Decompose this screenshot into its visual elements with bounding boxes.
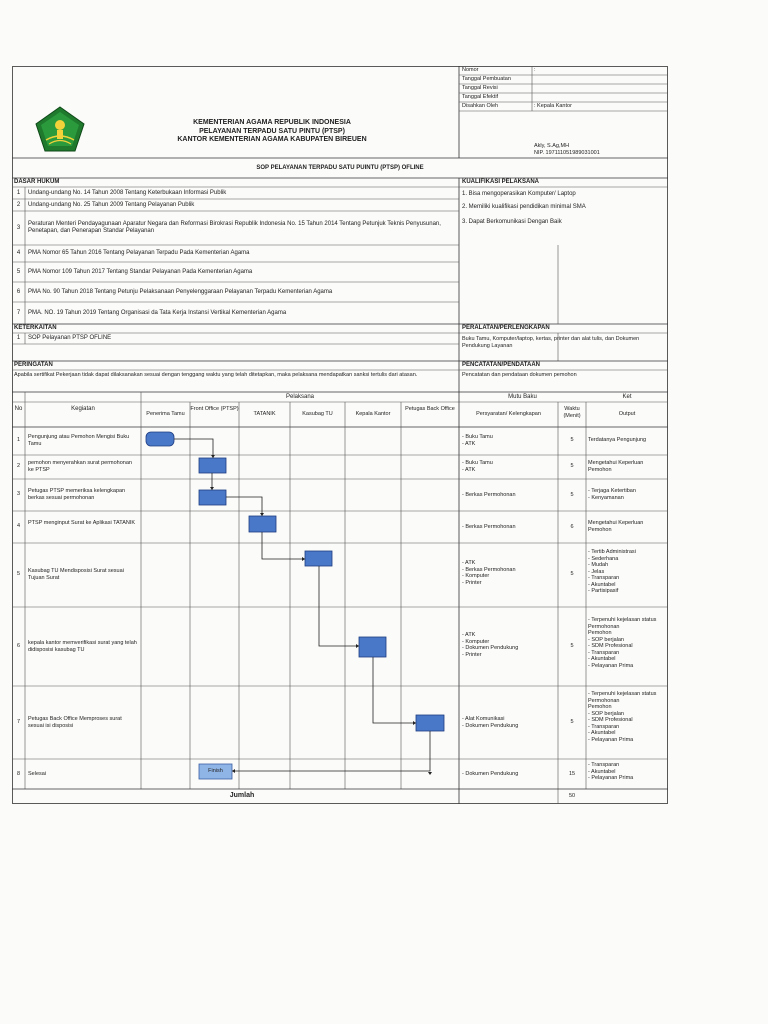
row-7-persyaratan: - Alat Komunikasi - Dokumen Pendukung [462,716,519,729]
row-8-waktu: 15 [568,771,576,777]
dasar-hukum-no-6: 6 [16,289,21,295]
meta-tgl-pembuatan: Tanggal Pembuatan [462,76,511,82]
kualifikasi-header: KUALIFIKASI PELAKSANA [462,179,540,185]
col-header-persyaratan: Persyaratan/ Kelengkapan [476,411,541,417]
peralatan-header: PERALATAN/PERLENGKAPAN [462,325,550,331]
flow-box-tatanik [249,516,276,532]
row-5-kegiatan: Kasubag TU Mendisposisi Surat sesuai Tujuan Surat [28,568,124,581]
peralatan-text: Buku Tamu, Komputer/laptop, kertas, printer dan alat tulis, dan Dokumen Pendukung Layanan [462,336,640,349]
col-header-pelaksana: Pelaksana [285,394,315,400]
row-6-no: 6 [16,643,21,649]
dasar-hukum-no-1: 1 [16,190,21,196]
flow-box-back-office [416,715,444,731]
row-1-waktu: 5 [570,437,574,443]
dasar-hukum-no-7: 7 [16,310,21,316]
flow-finish-label: Finish [208,768,223,774]
meta-tgl-revisi: Tanggal Revisi [462,85,498,91]
org-line-1: KEMENTERIAN AGAMA REPUBLIK INDONESIA [193,119,351,126]
row-1-no: 1 [16,437,21,443]
row-7-output: - Terpenuhi kejelasan status Permohonan Pemohon - SOP berjalan - SDM Profesional - Transparan - Akuntabel - Pelayanan Prima [588,691,657,743]
row-1-output: Terdatanya Pengunjung [588,437,647,443]
document-title: SOP PELAYANAN TERPADU SATU PUINTU (PTSP) OFLINE [256,165,424,171]
dasar-hukum-text-6: PMA No. 90 Tahun 2018 Tentang Petunju Pelaksanaan Penyelenggaraan Pelayanan Terpadu Kementerian Agama [28,289,333,295]
row-4-waktu: 6 [570,524,574,530]
meta-nomor-label: Nomor [462,67,479,73]
col-header-kegiatan: Kegiatan [71,406,95,412]
row-2-no: 2 [16,463,21,469]
row-2-kegiatan: pemohon menyerahkan surat permohonan ke PTSP [28,460,132,473]
dasar-hukum-no-4: 4 [16,250,21,256]
actor-kasubag-tu: Kasubag TU [302,411,333,417]
dasar-hukum-text-7: PMA. NO. 19 Tahun 2019 Tentang Organisasi da Tata Kerja Instansi Vertikal Kementerian Agama [28,310,287,316]
dasar-hukum-no-2: 2 [16,202,21,208]
row-2-waktu: 5 [570,463,574,469]
row-2-persyaratan: - Buku Tamu - ATK [462,460,493,473]
peringatan-text: Apabila sertifikat Pekerjaan tidak dapat dilaksanakan sesuai dengan tenggang waktu yang telah ditetapkan, maka pelaksana mendapatkan sanksi tertulis dari atasan. [14,372,418,378]
flow-box-kepala-kantor [359,637,386,657]
row-4-no: 4 [16,523,21,529]
dasar-hukum-text-4: PMA Nomor 65 Tahun 2016 Tentang Pelayanan Terpadu Pada Kementerian Agama [28,250,250,256]
row-4-persyaratan: - Berkas Permohonan [462,524,516,530]
actor-petugas-back-office: Petugas Back Office [405,406,455,412]
row-5-persyaratan: - ATK - Berkas Permohonan - Komputer - Printer [462,560,516,586]
actor-tatanik: TATANIK [253,411,276,417]
dasar-hukum-text-2: Undang-undang No. 25 Tahun 2009 Tentang Pelayanan Publik [28,202,195,208]
row-2-output: Mengetahui Keperluan Pemohon [588,460,644,473]
kemenag-logo-icon [34,106,86,152]
row-3-no: 3 [16,491,21,497]
flow-start-shape [146,432,174,446]
keterkaitan-header: KETERKAITAN [14,325,57,331]
kualifikasi-item-1: 1. Bisa mengoperasikan Komputer/ Laptop [462,191,576,197]
jumlah-value: 50 [568,793,576,799]
keterkaitan-no: 1 [16,335,21,341]
dasar-hukum-no-3: 3 [16,225,21,231]
actor-front-office: Front Office (PTSP) [190,406,239,412]
meta-tgl-efektif: Tanggal Efektif [462,94,499,100]
row-5-waktu: 5 [570,571,574,577]
dasar-hukum-text-1: Undang-undang No. 14 Tahun 2008 Tentang Keterbukaan Informasi Publik [28,190,227,196]
org-line-2: PELAYANAN TERPADU SATU PINTU (PTSP) [199,127,345,135]
col-header-output: Output [618,411,636,417]
flow-box-front-office-2 [199,490,226,505]
col-header-no: No [14,406,23,412]
row-3-kegiatan: Petugas PTSP memeriksa kelengkapan berkas sesuai permohonan [28,488,126,501]
flow-box-front-office-1 [199,458,226,473]
dasar-hukum-text-3: Peraturan Menteri Pendayagunaan Aparatur Negara dan Reformasi Birokrasi Republik Indonesia No. 15 Tahun 2014 Tentang Petunjuk Teknis Penyusunan, Penetapan, dan Penerapan Standar Pelayanan [28,221,441,234]
flow-box-kasubag [305,551,332,566]
dasar-hukum-text-5: PMA Nomor 109 Tahun 2017 Tentang Standar Pelayanan Pada Kementerian Agama [28,269,253,275]
actor-penerima-tamu: Penerima Tamu [146,411,185,417]
row-7-waktu: 5 [570,719,574,725]
row-6-kegiatan: kepala kantor memverifikasi surat yang telah didisposisi kasubag TU [28,640,137,653]
kualifikasi-item-3: 3. Dapat Berkomunikasi Dengan Baik [462,219,562,225]
col-header-mutu-baku: Mutu Baku [508,394,537,400]
row-5-no: 5 [16,571,21,577]
signer-nip: NIP. 197111051989031001 [534,150,600,156]
col-header-waktu: Waktu (Menit) [563,406,581,419]
row-5-output: - Tertib Administrasi - Sederhana - Mudah - Jelas - Transparan - Akuntabel - Partisipasif [588,549,636,594]
row-3-output: - Terjaga Ketertiban - Kenyamanan [588,488,636,501]
keterkaitan-text: SOP Pelayanan PTSP OFLINE [28,335,112,341]
row-4-kegiatan: PTSP menginput Surat ke Aplikasi TATANIK [28,520,136,526]
row-8-kegiatan: Selesai [28,771,47,777]
dasar-hukum-header: DASAR HUKUM [14,179,60,185]
jumlah-label: Jumlah [229,792,255,799]
meta-disahkan-value: : Kepala Kantor [534,103,572,109]
row-3-waktu: 5 [570,492,574,498]
row-6-persyaratan: - ATK - Komputer - Dokumen Pendukung - Printer [462,632,519,658]
row-7-kegiatan: Petugas Back Office Memproses surat sesuai isi disposisi [28,716,122,729]
row-4-output: Mengetahui Keperluan Pemohon [588,520,644,533]
row-1-kegiatan: Pengunjung atau Pemohon Mengisi Buku Tamu [28,434,130,447]
peringatan-header: PERINGATAN [14,362,53,368]
pencatatan-header: PENCATATAN/PENDATAAN [462,362,540,368]
row-6-output: - Terpenuhi kejelasan status Permohonan Pemohon - SOP berjalan - SDM Profesional - Transparan - Akuntabel - Pelayanan Prima [588,617,657,669]
signer-name: Akly, S.Ag,MH [534,143,570,149]
actor-kepala-kantor: Kepala Kantor [355,411,391,417]
pencatatan-text: Pencatatan dan pendataan dokumen pemohon [462,372,577,378]
row-1-persyaratan: - Buku Tamu - ATK [462,434,493,447]
col-header-ket: Ket [622,394,632,400]
row-3-persyaratan: - Berkas Permohonan [462,492,516,498]
org-header [92,119,452,145]
row-8-output: - Transparan - Akuntabel - Pelayanan Prima [588,762,634,781]
row-7-no: 7 [16,719,21,725]
row-6-waktu: 5 [570,643,574,649]
row-8-no: 8 [16,771,21,777]
sop-document [12,66,668,804]
meta-nomor-sep: : [534,67,536,73]
org-line-3: KANTOR KEMENTERIAN AGAMA KABUPATEN BIREUEN [177,136,367,143]
dasar-hukum-no-5: 5 [16,269,21,275]
meta-disahkan-label: Disahkan Oleh [462,103,499,109]
row-8-persyaratan: - Dokumen Pendukung [462,771,519,777]
kualifikasi-item-2: 2. Memiliki kualifikasi pendidikan minimal SMA [462,204,586,210]
